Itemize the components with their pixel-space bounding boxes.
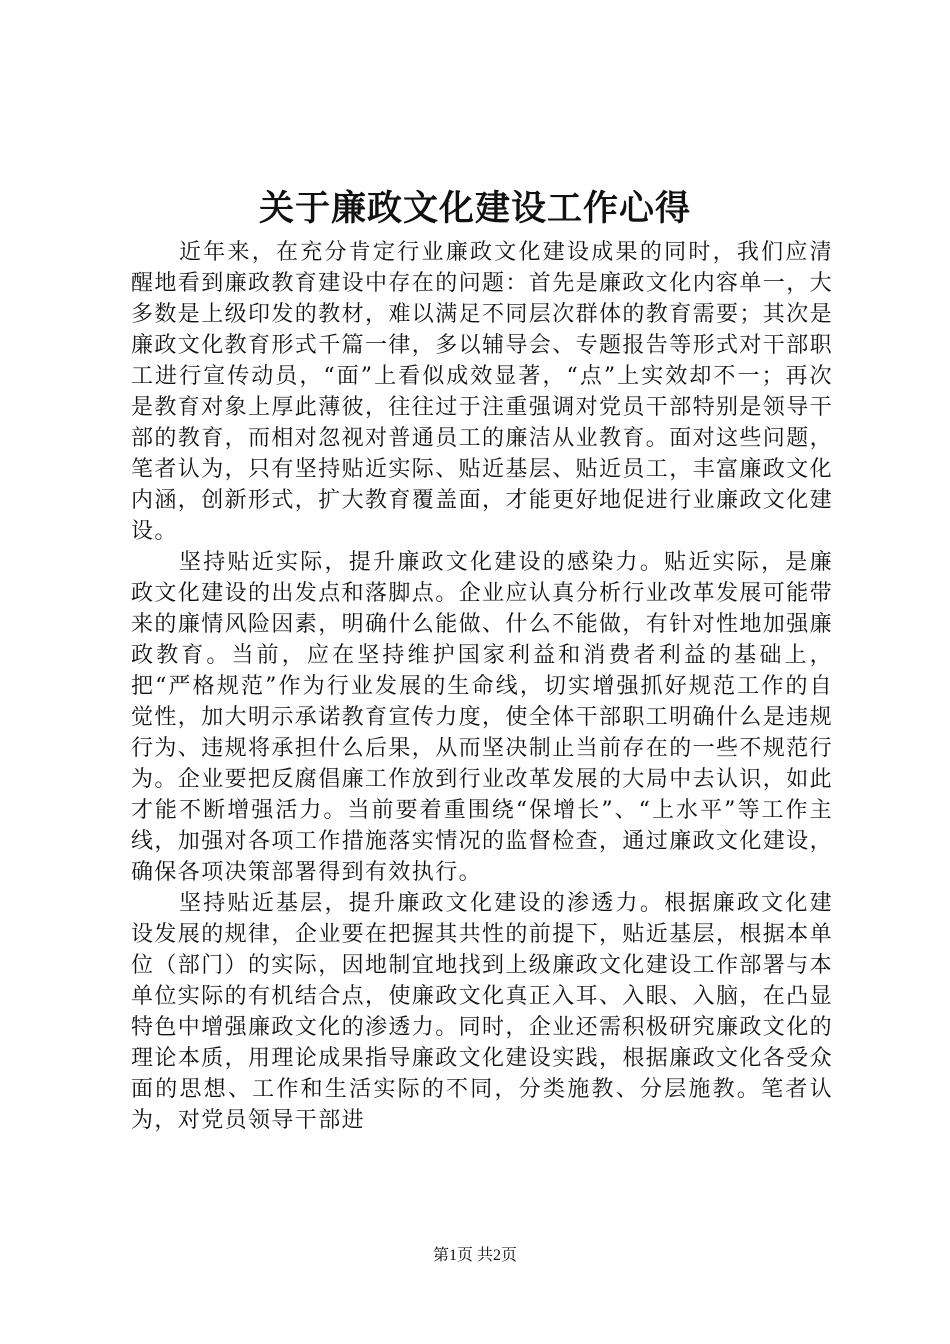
paragraph-grassroots: 坚持贴近基层，提升廉政文化建设的渗透力。根据廉政文化建设发展的规律，企业要在把握其共性的前提下，贴近基层，根据本单位（部门）的实际，因地制宜地找到上级廉政文化建设工作部署与本单位实际的有机结合点，使廉政文化真正入耳、入眼、入脑，在凸显特色中增强廉政文化的渗透力。同时，企业还需积极研究廉政文化的理论本质，用理论成果指导廉政文化建设实践，根据廉政文化各受众面的思想、工作和生活实际的不同，分类施教、分层施教。笔者认为，对党员领导干部进 (131, 891, 834, 1133)
document-body (131, 237, 833, 1136)
document-title: 关于廉政文化建设工作心得 (258, 188, 691, 229)
page-footer: 第1页 共2页 (432, 1247, 517, 1264)
paragraph-practice: 坚持贴近实际，提升廉政文化建设的感染力。贴近实际，是廉政文化建设的出发点和落脚点。企业应认真分析行业改革发展可能带来的廉情风险因素，明确什么能做、什么不能做，有针对性地加强廉政教育。当前，应在坚持维护国家利益和消费者利益的基础上，把“严格规范”作为行业发展的生命线，切实增强抓好规范工作的自觉性，加大明示承诺教育宣传力度，使全体干部职工明确什么是违规行为、违规将承担什么后果，从而坚决制止当前存在的一些不规范行为。企业要把反腐倡廉工作放到行业改革发展的大局中去认识，如此才能不断增强活力。当前要着重围绕“保增长”、“上水平”等工作主线，加强对各项工作措施落实情况的监督检查，通过廉政文化建设，确保各项决策部署得到有效执行。 (131, 550, 834, 885)
paragraph-intro: 近年来，在充分肯定行业廉政文化建设成果的同时，我们应清醒地看到廉政教育建设中存在的问题：首先是廉政文化内容单一，大多数是上级印发的教材，难以满足不同层次群体的教育需要；其次是廉政文化教育形式千篇一律，多以辅导会、专题报告等形式对干部职工进行宣传动员，“面”上看似成效显著，“点”上实效却不一；再次是教育对象上厚此薄彼，往往过于注重强调对党员干部特别是领导干部的教育，而相对忽视对普通员工的廉洁从业教育。面对这些问题，笔者认为，只有坚持贴近实际、贴近基层、贴近员工，丰富廉政文化内涵，创新形式，扩大教育覆盖面，才能更好地促进行业廉政文化建设。 (131, 240, 834, 544)
